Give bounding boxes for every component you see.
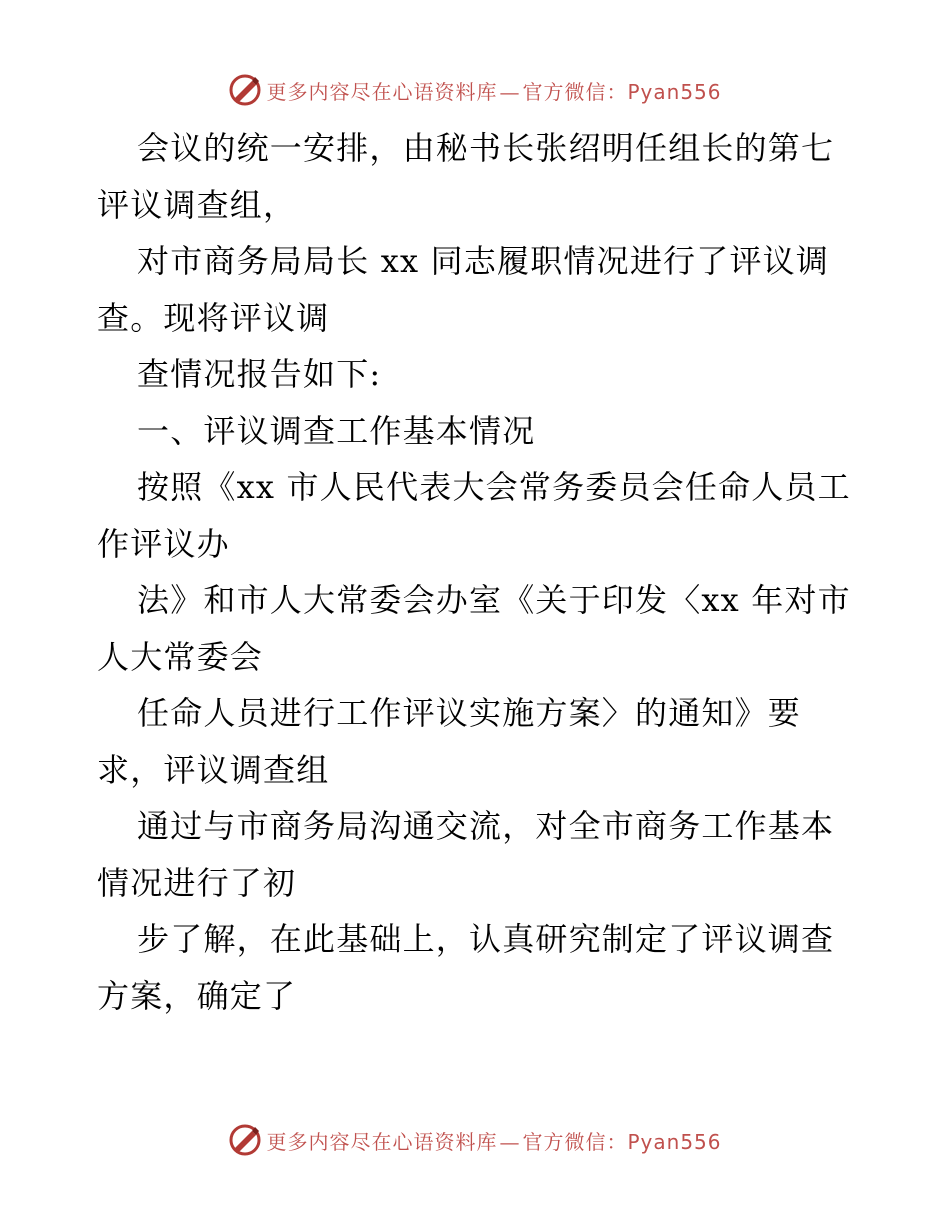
paragraph: 对市商务局局长 xx 同志履职情况进行了评议调查。现将评议调 — [97, 242, 830, 337]
section-heading: 一、评议调查工作基本情况 — [137, 411, 536, 450]
paragraph: 通过与市商务局沟通交流，对全市商务工作基本情况进行了初 — [97, 807, 835, 902]
header-watermark — [0, 70, 950, 110]
brush-pen-logo-icon — [228, 73, 262, 107]
brush-pen-logo-icon — [228, 1123, 262, 1157]
paragraph: 法》和市人大常委会办室《关于印发〈xx 年对市人大常委会 — [97, 581, 851, 676]
paragraph: 任命人员进行工作评议实施方案〉的通知》要求，评议调查组 — [97, 694, 802, 789]
paragraph: 按照《xx 市人民代表大会常务委员会任命人员工作评议办 — [97, 468, 851, 563]
watermark-text: 更多内容尽在心语资料库 — 官方微信：Pyan556 — [266, 1129, 722, 1154]
paragraph: 步了解，在此基础上，认真研究制定了评议调查方案，确定了 — [97, 920, 835, 1015]
footer-watermark — [0, 1120, 950, 1160]
document-body — [97, 120, 857, 1024]
paragraph: 查情况报告如下: — [137, 355, 382, 393]
watermark-text: 更多内容尽在心语资料库 — 官方微信：Pyan556 — [266, 79, 722, 104]
paragraph: 会议的统一安排，由秘书长张绍明任组长的第七评议调查组， — [97, 129, 835, 224]
